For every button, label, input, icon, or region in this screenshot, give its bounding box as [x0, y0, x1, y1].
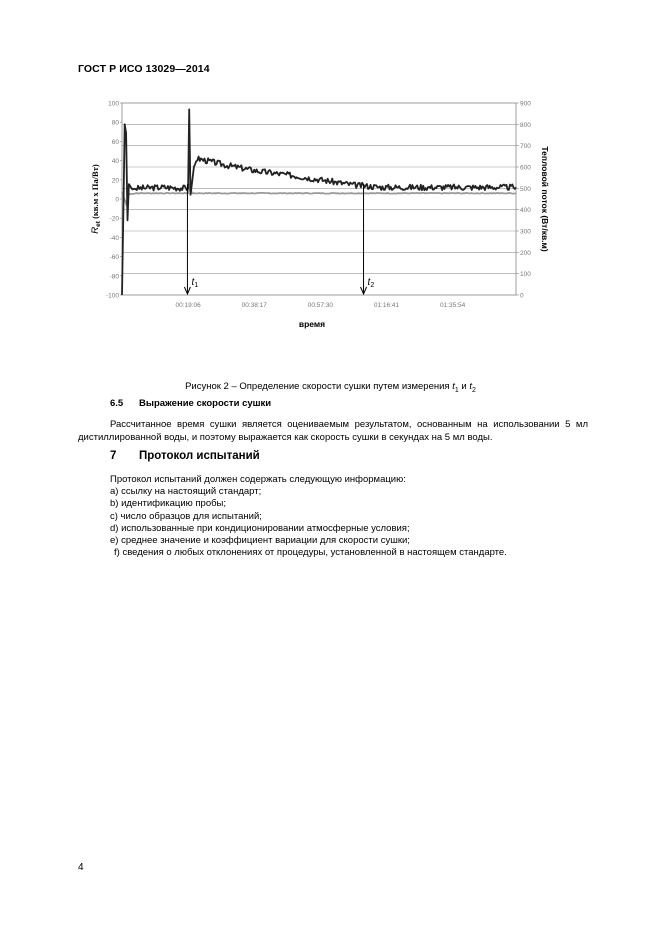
svg-text:Тепловой поток (Вт/кв.м): Тепловой поток (Вт/кв.м): [540, 146, 550, 252]
x-axis-ticks: [175, 302, 465, 309]
tick-label: 700: [520, 143, 531, 151]
caption-text: Рисунок 2 – Определение скорости сушки путем измерения: [185, 381, 453, 392]
tick-label: 60: [111, 138, 119, 146]
tick-label: 100: [520, 271, 531, 279]
right-axis-ticks: [516, 101, 531, 300]
tick-label: -80: [109, 273, 119, 281]
list-item: f) сведения о любых отклонениях от процедуры, установленной в настоящем стандарте.: [114, 547, 507, 559]
left-axis-ticks: [106, 101, 122, 300]
marker-label: $t_1$: [191, 277, 199, 289]
caption-and: и: [458, 381, 470, 392]
tick-label: 80: [111, 119, 119, 127]
document-header: ГОСТ Р ИСО 13029—2014: [78, 63, 210, 75]
left-axis-label: [90, 164, 102, 234]
drying-rate-chart: [90, 95, 550, 340]
marker-label: $t_2$: [367, 277, 375, 289]
list-item: d) использованные при кондиционировании атмосферные условия;: [110, 522, 410, 534]
section-number: 7: [110, 450, 117, 462]
section-title: Выражение скорости сушки: [139, 398, 272, 409]
series-line-heat-flux: [122, 109, 516, 295]
section-6-5-paragraph: Рассчитанное время сушки является оцениваемым результатом, основанным на использовании 5 мл дистиллированной воды, и поэтому выражается как скорость сушки в секундах на 5 мл воды.: [78, 419, 588, 443]
tick-label: 200: [520, 249, 531, 257]
tick-label: 300: [520, 228, 531, 236]
section-6-5-heading: [110, 398, 271, 409]
caption-t2: t: [469, 381, 472, 392]
tick-label: 900: [520, 100, 531, 108]
section-7-intro: Протокол испытаний должен содержать следующую информацию:: [110, 474, 406, 485]
tick-label: 600: [520, 164, 531, 172]
tick-label: 00:57:30: [307, 302, 334, 309]
list-item: c) число образцов для испытаний;: [110, 510, 262, 522]
section-number: 6.5: [110, 398, 124, 409]
tick-label: 0: [115, 196, 119, 204]
tick-label: -100: [105, 292, 119, 300]
tick-label: 400: [520, 207, 531, 215]
figure-caption: [0, 381, 661, 394]
tick-label: 20: [111, 177, 119, 185]
chart-grid: [122, 124, 516, 273]
page-number: 4: [78, 862, 84, 873]
tick-label: 00:38:17: [241, 302, 267, 309]
tick-label: 00:19:06: [175, 302, 201, 309]
tick-label: 100: [108, 100, 119, 108]
plot-area-border: [122, 103, 516, 295]
tick-label: 0: [520, 292, 524, 300]
caption-t2-sub: 2: [472, 386, 476, 394]
time-markers: [184, 184, 374, 294]
tick-label: 800: [520, 121, 531, 129]
chart-series: [122, 109, 516, 295]
list-item: b) идентификацию пробы;: [110, 498, 227, 510]
tick-label: 40: [111, 158, 119, 166]
tick-label: 01:35:54: [439, 302, 466, 309]
tick-label: 01:16:41: [373, 302, 400, 309]
tick-label: 500: [520, 185, 531, 193]
x-axis-label: время: [298, 319, 326, 329]
tick-label: -20: [109, 215, 119, 223]
caption-t1-sub: 1: [454, 386, 459, 394]
tick-label: -40: [109, 234, 119, 242]
right-axis-label: [540, 146, 550, 251]
caption-t1: t: [452, 381, 455, 392]
section-7-body: [110, 474, 507, 559]
section-title: Протокол испытаний: [139, 450, 260, 462]
tick-label: -60: [109, 254, 119, 262]
list-item: a) ссылку на настоящий стандарт;: [110, 486, 262, 498]
svg-text:Ret (кв.м х Па/Вт): $R_{et}$ (кв.м х Па/Вт): [90, 164, 102, 234]
section-7-heading: [110, 450, 260, 462]
list-item: e) среднее значение и коэффициент вариации для скорости сушки;: [110, 535, 410, 547]
